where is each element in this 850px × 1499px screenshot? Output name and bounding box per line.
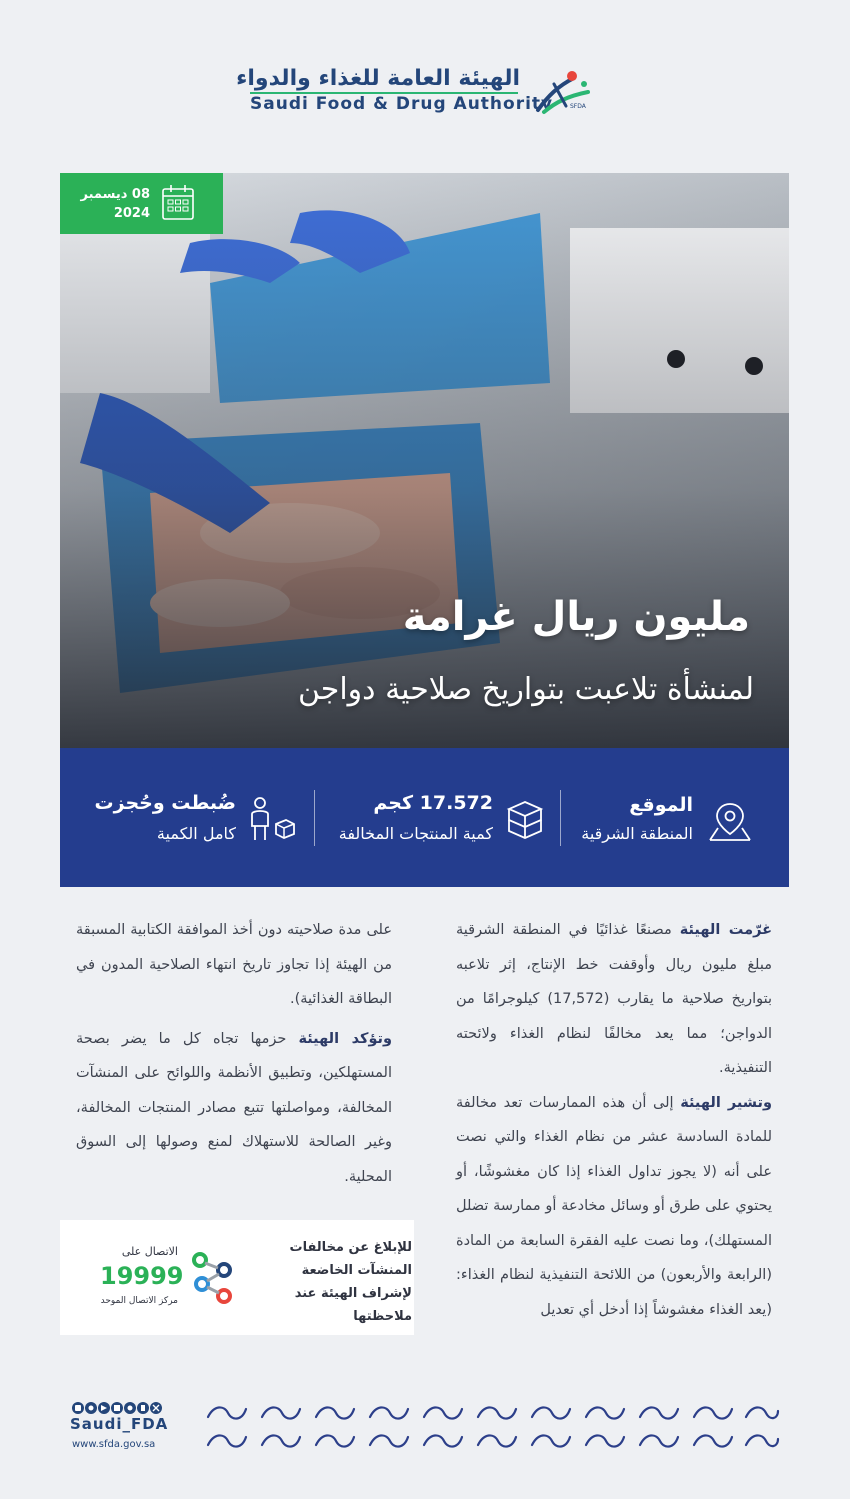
stat-quantity-title: 17.572 كجم	[373, 792, 493, 814]
article-column-left	[76, 913, 392, 1194]
paragraph-lead: وتؤكد الهيئة	[298, 1030, 392, 1047]
boxes-icon	[503, 798, 547, 842]
report-call-label: الاتصال على	[121, 1245, 178, 1258]
stat-location-title: الموقع	[629, 794, 693, 816]
inspector-icon	[246, 794, 296, 844]
stat-seized-title: ضُبطت وحُجزت	[94, 792, 236, 814]
website-link[interactable]: www.sfda.gov.sa	[72, 1439, 156, 1450]
article-column-right	[456, 913, 772, 1327]
social-icons	[72, 1401, 172, 1415]
stat-divider	[314, 790, 315, 846]
headline: مليون ريال غرامة	[402, 594, 750, 640]
sub-headline: لمنشأة تلاعبت بتواريخ صلاحية دواجن	[297, 672, 754, 707]
stat-seized-value: كامل الكمية	[156, 824, 236, 843]
decorative-pattern	[200, 1395, 780, 1453]
sfda-mark-text: SFDA	[570, 103, 586, 110]
report-call-center: مركز الاتصال الموحد	[100, 1296, 178, 1306]
hero-photo	[60, 173, 789, 748]
stat-divider	[560, 790, 561, 846]
date-day-month: 08 ديسمبر	[80, 187, 150, 202]
stats-bar	[60, 748, 789, 887]
location-pin-icon	[706, 800, 754, 844]
sfda-mark-icon	[532, 66, 594, 118]
paragraph-text: حزمها تجاه كل ما يضر بصحة المستهلكين، وتطبيق الأنظمة واللوائح على المنشآت المخالفة، ومواصلتها تتبع مصادر المنتجات المخالفة، وغير الصالحة للاستهلاك لمنع وصولها إلى السوق المحلية.	[76, 1030, 392, 1185]
social-handle[interactable]: Saudi_FDA	[70, 1415, 169, 1433]
paragraph-lead: غرّمت الهيئة	[679, 922, 772, 938]
paragraph-lead: وتشير الهيئة	[680, 1094, 772, 1111]
report-text: للإبلاغ عن مخالفات المنشآت الخاضعة لإشراف الهيئة عند ملاحظتها	[289, 1240, 412, 1324]
hero-illustration	[60, 173, 789, 748]
logo-arabic-name: الهيئة العامة للغذاء والدواء	[236, 66, 520, 91]
paragraph-text: على مدة صلاحيته دون أخذ الموافقة الكتابية المسبقة من الهيئة إذا تجاوز تاريخ انتهاء الصلاحية المدون في البطاقة الغذائية).	[76, 922, 392, 1007]
logo-english-name: Saudi Food & Drug Authority	[250, 94, 554, 114]
stat-location-value: المنطقة الشرقية	[581, 824, 693, 843]
connection-icon	[188, 1250, 238, 1306]
calendar-icon	[161, 183, 195, 223]
report-phone-number[interactable]: 19999	[100, 1262, 184, 1290]
date-year: 2024	[113, 206, 150, 221]
paragraph-text: مصنعًا غذائيًا في المنطقة الشرقية مبلغ مليون ريال وأوقفت خط الإنتاج، إثر تلاعبه بتواريخ صلاحية ما يقارب (17,572) كيلوجرامًا من الدواجن؛ مما يعد مخالفًا لنظام الغذاء ولائحته التنفيذية.	[456, 922, 772, 1076]
paragraph-text: إلى أن هذه الممارسات تعد مخالفة للمادة السادسة عشر من نظام الغذاء والتي نصت على أنه (لا يجوز تداول الغذاء إذا كان مغشوشًا، أو يحتوي على طرق أو وسائل مخادعة أو ممارسة تضلل المستهلك)، وما نصت عليه الفقرة السابعة من المادة (الرابعة والأربعون) من اللائحة التنفيذية لنظام الغذاء: (يعد الغذاء مغشوشاً إذا أدخل أي تعديل	[456, 1094, 772, 1318]
stat-quantity-label: كمية المنتجات المخالفة	[338, 824, 493, 843]
